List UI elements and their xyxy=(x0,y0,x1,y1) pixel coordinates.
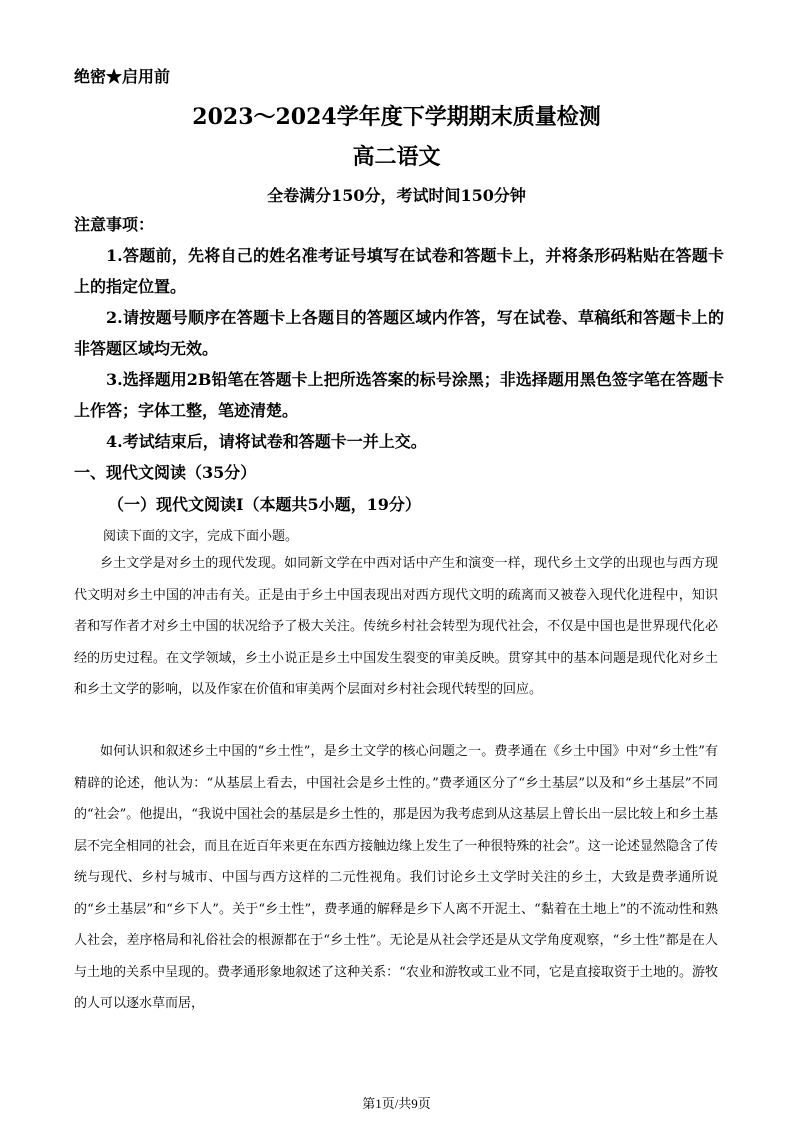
notice-item: 1.答题前，先将自己的姓名准考证号填写在试卷和答题卡上，并将条形码粘贴在答题卡上的指定位置。 xyxy=(74,246,724,296)
passage-paragraph: 如何认识和叙述乡土中国的“乡土性”，是乡土文学的核心问题之一。费孝通在《乡土中国》中对“乡土性”有精辟的论述，他认为：“从基层上看去，中国社会是乡土性的。”费孝通区分了“乡土基层”以及和“乡土基层”不同的“社会”。他提出，“我说中国社会的基层是乡土性的，那是因为我考虑到从这基层上曾长出一层比较上和乡土基层不完全相同的社会，而且在近百年来更在东西方接触边缘上发生了一种很特殊的社会”。这一论述显然隐含了传统与现代、乡村与城市、中国与西方这样的二元性视角。我们讨论乡土文学时关注的乡土，大致是费孝通所说的“乡土基层”和“乡下人”。关于“乡土性”，费孝通的解释是乡下人离不开泥土、“黏着在土地上”的不流动性和熟人社会，差序格局和礼俗社会的根源都在于“乡土性”。无论是从社会学还是从文学角度观察，“乡土性”都是在人与土地的关系中呈现的。费孝通形象地叙述了这种关系：“农业和游牧或工业不同，它是直接取资于土地的。游牧的人可以逐水草而居， xyxy=(74,744,718,1011)
exam-title: 2023～2024学年度下学期期末质量检测 xyxy=(192,104,601,130)
subsection-heading: （一）现代文阅读Ⅰ（本题共5小题，19分） xyxy=(108,495,421,514)
page-number: 第1页/共9页 xyxy=(362,1096,431,1111)
notice-heading: 注意事项： xyxy=(74,215,155,234)
notice-item: 2.请按题号顺序在答题卡上各题目的答题区域内作答，写在试卷、草稿纸和答题卡上的非答题区域均无效。 xyxy=(74,308,724,358)
section-heading: 一、现代文阅读（35分） xyxy=(74,463,257,482)
confidential-label: 绝密★启用前 xyxy=(74,67,171,86)
notice-item: 4.考试结束后，请将试卷和答题卡一并上交。 xyxy=(106,432,427,451)
notice-item: 3.选择题用2B铅笔在答题卡上把所选答案的标号涂黑；非选择题用黑色签字笔在答题卡上作答；字体工整，笔迹清楚。 xyxy=(74,370,724,420)
passage-paragraph: 乡土文学是对乡土的现代发现。如同新文学在中西对话中产生和演变一样，现代乡土文学的出现也与西方现代文明对乡土中国的冲击有关。正是由于乡土中国表现出对西方现代文明的疏离而又被卷入现代化进程中，知识者和写作者才对乡土中国的状况给予了极大关注。传统乡村社会转型为现代社会，不仅是中国也是世界现代化必经的历史过程。在文学领域，乡土小说正是乡土中国发生裂变的审美反映。贯穿其中的基本问题是现代化对乡土和乡土文学的影响，以及作家在价值和审美两个层面对乡村社会现代转型的回应。 xyxy=(74,556,718,697)
subject-title: 高二语文 xyxy=(352,144,441,170)
reading-instruction: 阅读下面的文字，完成下面小题。 xyxy=(103,529,299,544)
exam-info: 全卷满分150分，考试时间150分钟 xyxy=(267,186,526,205)
